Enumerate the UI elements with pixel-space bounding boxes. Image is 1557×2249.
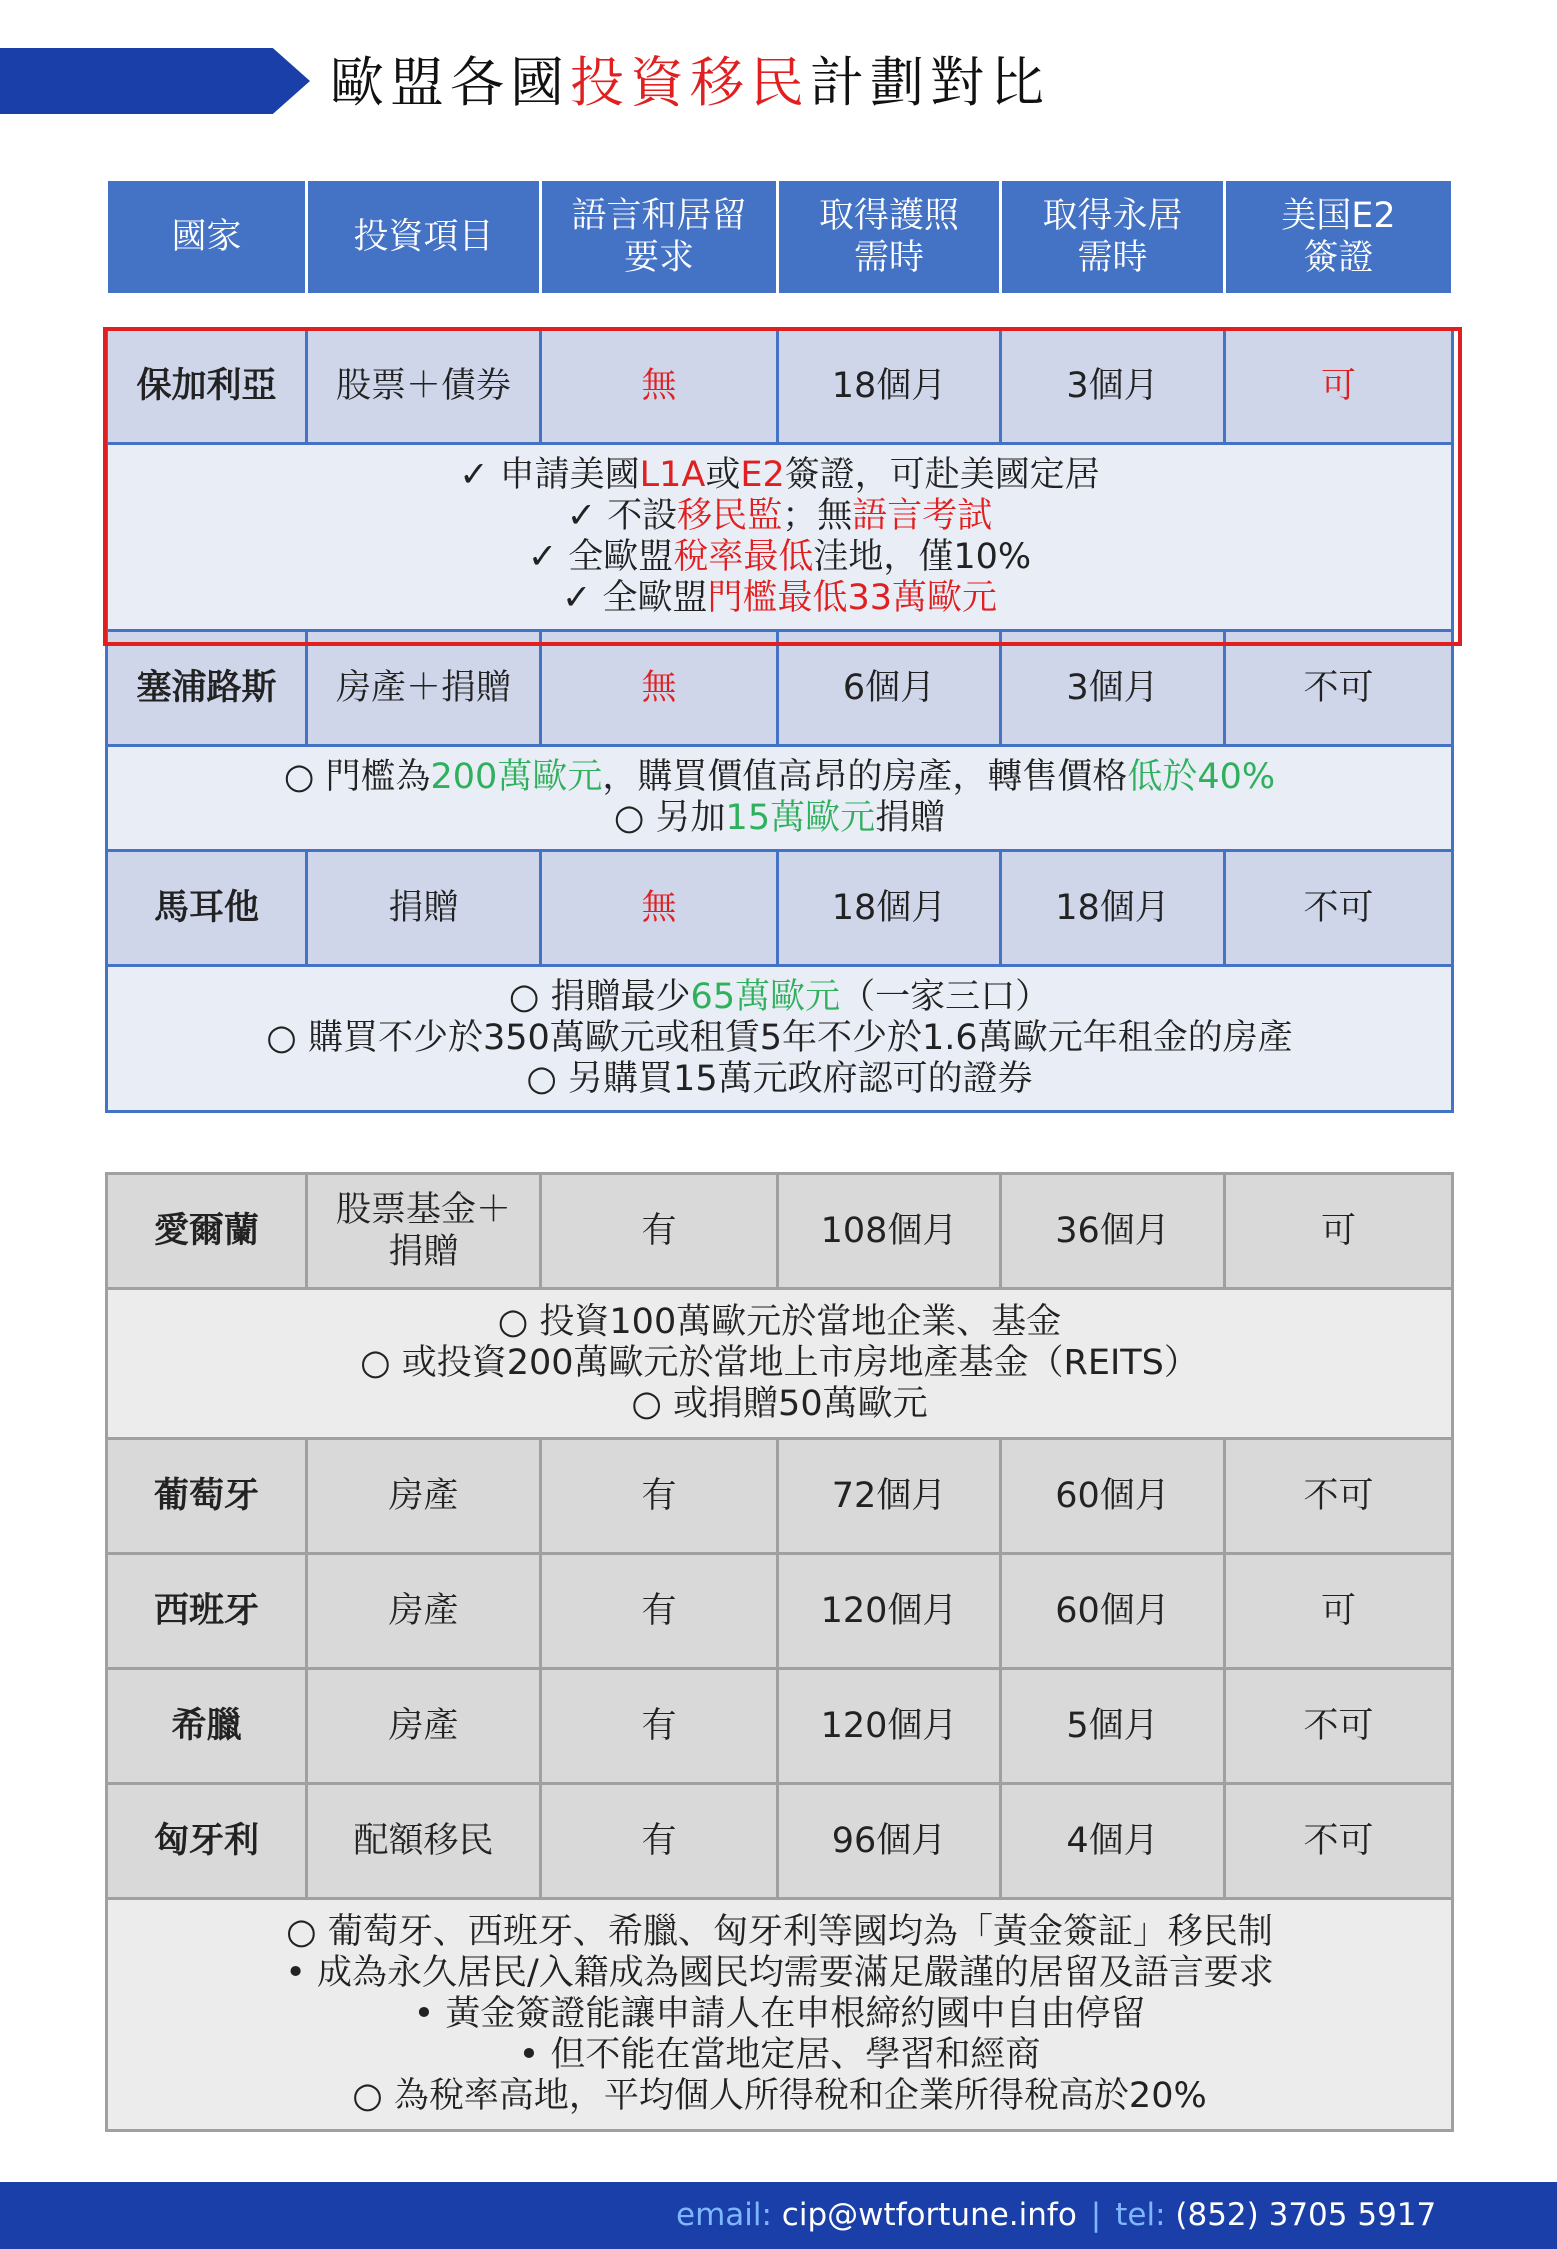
note-text: 捐贈 (875, 798, 946, 838)
country-cell: 愛爾蘭 (107, 1174, 307, 1289)
note-text: 或 (705, 455, 741, 495)
notes-row (107, 746, 1453, 851)
notes-cell (107, 444, 1453, 631)
note-line (108, 1018, 1451, 1059)
title-banner-arrow (0, 48, 310, 114)
header-table (105, 178, 1454, 296)
header-cell: 國家 (107, 180, 307, 295)
country-cell: 西班牙 (107, 1554, 307, 1669)
e2-visa-cell: 可 (1225, 1554, 1453, 1669)
comparison-table-group-1 (105, 327, 1454, 1113)
country-cell: 馬耳他 (107, 851, 307, 966)
investment-cell: 捐贈 (307, 851, 541, 966)
language-requirement-cell: 有 (541, 1439, 778, 1554)
note-line (108, 1059, 1451, 1100)
language-requirement-cell: 無 (541, 851, 778, 966)
note-line (108, 757, 1451, 798)
note-text: 門檻最低33萬歐元 (707, 578, 997, 618)
passport-time-cell: 120個月 (778, 1669, 1001, 1784)
note-text: 簽證，可赴美國定居 (784, 455, 1100, 495)
investment-cell: 房產＋捐贈 (307, 631, 541, 746)
investment-cell: 房產 (307, 1439, 541, 1554)
note-text: 200萬歐元 (430, 757, 603, 797)
note-text: L1A (639, 455, 706, 495)
note-line (108, 977, 1451, 1018)
e2-visa-cell: 不可 (1225, 1669, 1453, 1784)
passport-time-cell: 120個月 (778, 1554, 1001, 1669)
note-text: 15萬歐元 (725, 798, 876, 838)
table-row (107, 1784, 1453, 1899)
passport-time-cell: 96個月 (778, 1784, 1001, 1899)
table-row (107, 631, 1453, 746)
note-text: ✓ 申請美國 (459, 455, 640, 495)
note-text: ○ 葡萄牙、西班牙、希臘、匈牙利等國均為「黃金簽証」移民制 (286, 1912, 1273, 1952)
note-text: 語言考試 (852, 496, 993, 536)
footer-bar (0, 2182, 1557, 2249)
table-row (107, 329, 1453, 444)
notes-row (107, 1289, 1453, 1439)
note-text: ○ 投資100萬歐元於當地企業、基金 (497, 1302, 1062, 1342)
e2-visa-cell: 不可 (1225, 1784, 1453, 1899)
note-text: ○ 或投資200萬歐元於當地上市房地產基金（REITS） (360, 1343, 1199, 1383)
header-cell: 取得護照 需時 (778, 180, 1001, 295)
residency-time-cell: 5個月 (1001, 1669, 1225, 1784)
table-row (107, 851, 1453, 966)
table-row (107, 1669, 1453, 1784)
passport-time-cell: 108個月 (778, 1174, 1001, 1289)
title-part-2-highlight: 投資移民 (570, 51, 810, 114)
investment-cell: 股票＋債券 (307, 329, 541, 444)
e2-visa-cell: 不可 (1225, 851, 1453, 966)
notes-cell (107, 1289, 1453, 1439)
language-requirement-cell: 無 (541, 631, 778, 746)
table-row (107, 1439, 1453, 1554)
country-cell: 塞浦路斯 (107, 631, 307, 746)
notes-row (107, 966, 1453, 1112)
note-line (108, 1343, 1451, 1384)
note-text: ○ 捐贈最少 (508, 977, 691, 1017)
residency-time-cell: 3個月 (1001, 631, 1225, 746)
header-cell: 美国E2 簽證 (1225, 180, 1453, 295)
language-requirement-cell: 有 (541, 1784, 778, 1899)
note-text: 低於40% (1127, 757, 1276, 797)
note-text: • 成為永久居民/入籍成為國民均需要滿足嚴謹的居留及語言要求 (285, 1953, 1274, 1993)
note-text: 洼地，僅10% (813, 537, 1032, 577)
note-line (108, 496, 1451, 537)
email-address[interactable]: cip@wtfortune.info (781, 2197, 1077, 2233)
note-text: ；無 (782, 496, 853, 536)
e2-visa-cell: 不可 (1225, 631, 1453, 746)
header-cell: 語言和居留 要求 (541, 180, 778, 295)
phone-number[interactable]: (852) 3705 5917 (1175, 2197, 1437, 2233)
footer-separator: | (1090, 2197, 1102, 2233)
table-row (107, 1554, 1453, 1669)
country-cell: 匈牙利 (107, 1784, 307, 1899)
investment-cell: 配額移民 (307, 1784, 541, 1899)
country-cell: 保加利亞 (107, 329, 307, 444)
investment-cell: 房產 (307, 1669, 541, 1784)
notes-cell (107, 746, 1453, 851)
note-line (108, 1384, 1451, 1425)
residency-time-cell: 4個月 (1001, 1784, 1225, 1899)
country-cell: 希臘 (107, 1669, 307, 1784)
note-text: ○ 門檻為 (283, 757, 431, 797)
note-line (108, 1302, 1451, 1343)
title-part-1: 歐盟各國 (330, 51, 570, 114)
note-text: ○ 或捐贈50萬歐元 (631, 1384, 928, 1424)
residency-time-cell: 18個月 (1001, 851, 1225, 966)
note-line (108, 1994, 1451, 2035)
note-line (108, 2035, 1451, 2076)
note-line (108, 1953, 1451, 1994)
residency-time-cell: 3個月 (1001, 329, 1225, 444)
note-text: ○ 購買不少於350萬歐元或租賃5年不少於1.6萬歐元年租金的房產 (266, 1018, 1293, 1058)
note-text: ○ 另購買15萬元政府認可的證券 (526, 1059, 1033, 1099)
note-text: • 但不能在當地定居、學習和經商 (518, 2035, 1041, 2075)
note-text: ✓ 全歐盟 (562, 578, 708, 618)
email-label: email: (676, 2197, 772, 2233)
note-text: ，購買價值高昂的房產，轉售價格 (602, 757, 1128, 797)
note-line (108, 1912, 1451, 1953)
language-requirement-cell: 有 (541, 1174, 778, 1289)
golden-visa-notes-row (107, 1899, 1453, 2131)
passport-time-cell: 72個月 (778, 1439, 1001, 1554)
title-part-3: 計劃對比 (810, 51, 1050, 114)
notes-cell (107, 966, 1453, 1112)
residency-time-cell: 60個月 (1001, 1439, 1225, 1554)
note-text: ✓ 不設 (566, 496, 678, 536)
header-row (107, 180, 1453, 295)
note-text: • 黃金簽證能讓申請人在申根締約國中自由停留 (413, 1994, 1146, 2034)
passport-time-cell: 6個月 (778, 631, 1001, 746)
note-text: 稅率最低 (673, 537, 814, 577)
passport-time-cell: 18個月 (778, 851, 1001, 966)
note-line (108, 798, 1451, 839)
header-cell: 投資項目 (307, 180, 541, 295)
language-requirement-cell: 有 (541, 1554, 778, 1669)
note-text: ✓ 全歐盟 (527, 537, 674, 577)
country-cell: 葡萄牙 (107, 1439, 307, 1554)
page-title (330, 50, 1050, 116)
note-line (108, 578, 1451, 619)
comparison-table-group-2 (105, 1172, 1454, 2132)
note-text: 65萬歐元 (690, 977, 841, 1017)
note-line (108, 2076, 1451, 2117)
contact-info (676, 2182, 1436, 2249)
language-requirement-cell: 有 (541, 1669, 778, 1784)
note-line (108, 455, 1451, 496)
tel-label: tel: (1115, 2197, 1166, 2233)
note-text: ○ 另加 (613, 798, 726, 838)
investment-cell: 房產 (307, 1554, 541, 1669)
note-line (108, 537, 1451, 578)
language-requirement-cell: 無 (541, 329, 778, 444)
residency-time-cell: 36個月 (1001, 1174, 1225, 1289)
residency-time-cell: 60個月 (1001, 1554, 1225, 1669)
note-text: 移民監 (677, 496, 783, 536)
e2-visa-cell: 可 (1225, 1174, 1453, 1289)
passport-time-cell: 18個月 (778, 329, 1001, 444)
note-text: E2 (740, 455, 785, 495)
header-cell: 取得永居 需時 (1001, 180, 1225, 295)
note-text: ○ 為稅率高地，平均個人所得稅和企業所得稅高於20% (352, 2076, 1207, 2116)
e2-visa-cell: 不可 (1225, 1439, 1453, 1554)
notes-row (107, 444, 1453, 631)
golden-visa-notes-cell (107, 1899, 1453, 2131)
table-row (107, 1174, 1453, 1289)
note-text: （一家三口） (840, 977, 1051, 1017)
investment-cell: 股票基金＋ 捐贈 (307, 1174, 541, 1289)
e2-visa-cell: 可 (1225, 329, 1453, 444)
